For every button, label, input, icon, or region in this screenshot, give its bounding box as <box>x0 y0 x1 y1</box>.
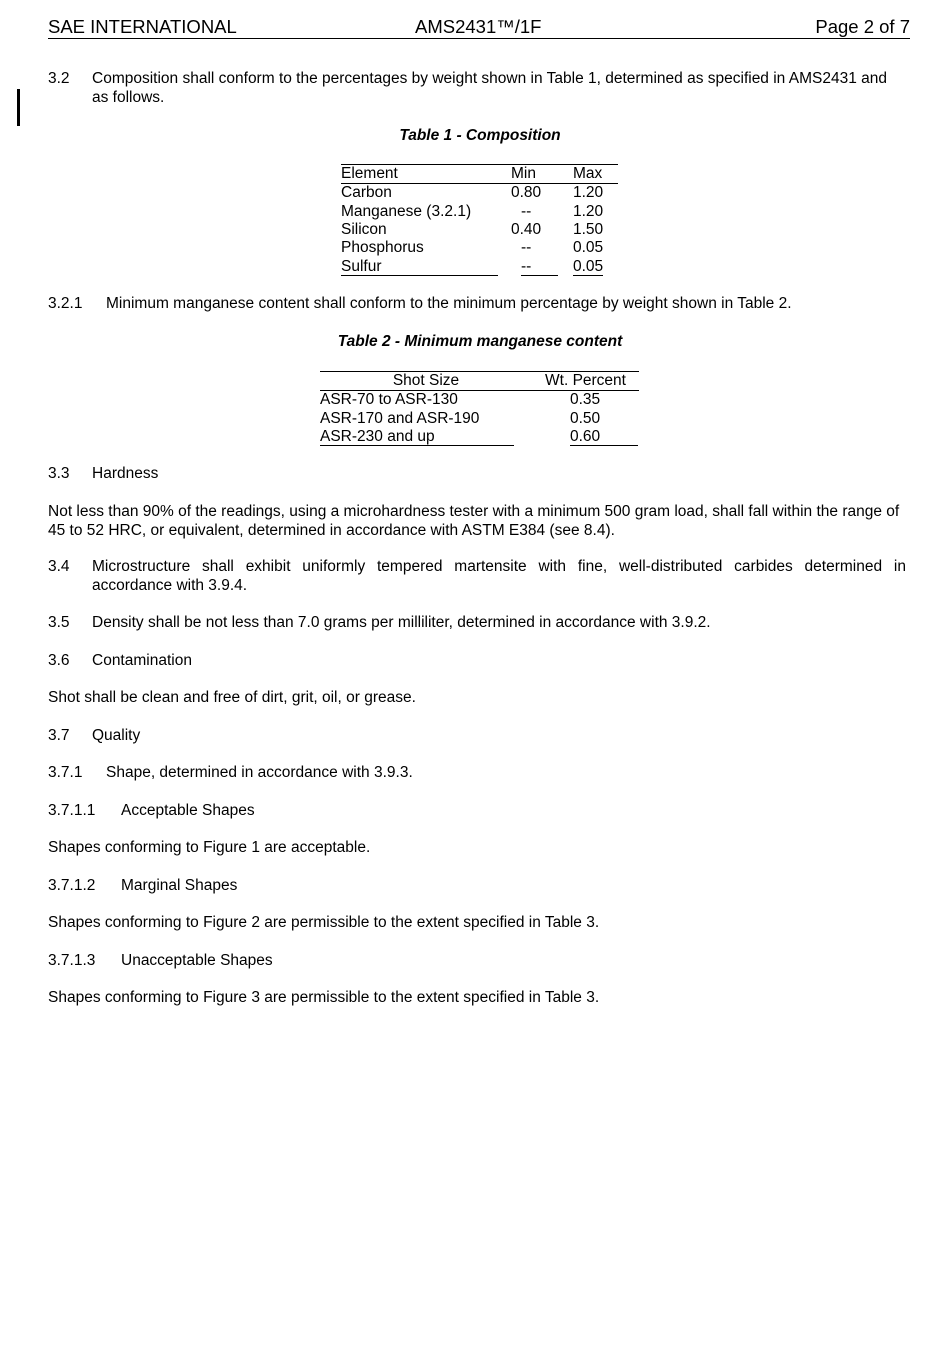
page-header <box>48 14 910 39</box>
section-number: 3.5 <box>48 614 70 631</box>
table2-caption: Table 2 - Minimum manganese content <box>337 333 623 350</box>
max-text: 0.05 <box>573 257 604 275</box>
composition-table <box>341 164 618 276</box>
table-row <box>341 257 618 275</box>
section-3-4 <box>48 558 906 595</box>
min-cell: -- <box>521 202 532 220</box>
max-cell <box>573 257 618 275</box>
element-cell: Manganese (3.2.1) <box>341 202 472 220</box>
section-number: 3.7 <box>48 727 70 744</box>
section-title: Acceptable Shapes <box>121 802 255 819</box>
table-row <box>341 221 618 239</box>
section-number: 3.2.1 <box>48 295 83 312</box>
section-3-6-text: Shot shall be clean and free of dirt, grit, oil, or grease. <box>48 689 416 706</box>
max-cell: 1.20 <box>573 184 604 202</box>
revision-change-bar <box>17 89 20 126</box>
table-row <box>320 410 639 428</box>
min-cell: 0.40 <box>511 221 542 239</box>
section-title: Contamination <box>92 652 192 669</box>
section-text: Composition shall conform to the percentages by weight shown in Table 1, determined as specified in AMS2431 and as follows. <box>92 70 887 106</box>
min-text: -- <box>521 259 558 276</box>
section-text: Density shall be not less than 7.0 grams per milliliter, determined in accordance with 3.9.2. <box>92 614 711 631</box>
section-3-3-heading <box>48 465 906 484</box>
min-cell <box>511 257 573 275</box>
header-page-number: Page 2 of 7 <box>815 16 910 37</box>
min-cell: 0.80 <box>511 184 542 202</box>
element-text: Sulfur <box>341 259 498 276</box>
element-cell: Phosphorus <box>341 239 424 257</box>
header-doc-number: AMS2431™/1F <box>415 16 542 37</box>
col-header-element: Element <box>341 165 511 184</box>
element-cell: Silicon <box>341 221 387 239</box>
section-3-7-1-3-heading <box>48 952 906 971</box>
section-3-7-heading <box>48 727 906 746</box>
table-header-row <box>341 165 618 184</box>
shot-size-cell <box>320 428 532 446</box>
section-text: Minimum manganese content shall conform to the minimum percentage by weight shown in Table 2. <box>106 295 792 312</box>
section-3-7-1-3-text: Shapes conforming to Figure 3 are permissible to the extent specified in Table 3. <box>48 989 600 1006</box>
section-3-2-1 <box>48 295 906 314</box>
min-cell: -- <box>521 239 532 257</box>
section-number: 3.4 <box>48 558 70 575</box>
table-row <box>341 203 618 221</box>
section-title: Quality <box>92 727 141 744</box>
max-cell: 1.20 <box>573 202 604 220</box>
section-3-7-1-2-text: Shapes conforming to Figure 2 are permissible to the extent specified in Table 3. <box>48 914 600 931</box>
section-3-7-1-1-heading <box>48 802 906 821</box>
shot-size-text: ASR-230 and up <box>320 429 514 446</box>
shot-size-cell: ASR-70 to ASR-130 <box>320 391 458 409</box>
section-title: Hardness <box>92 465 159 482</box>
section-title: Marginal Shapes <box>121 877 238 894</box>
table-row <box>341 184 618 203</box>
max-cell: 1.50 <box>573 221 604 239</box>
table-row <box>341 239 618 257</box>
table-header-row <box>320 372 639 391</box>
wt-percent-cell: 0.50 <box>570 409 601 427</box>
section-number: 3.2 <box>48 70 70 87</box>
section-3-3-text: Not less than 90% of the readings, using a microhardness tester with a minimum 500 gram load, shall fall within the range of 45 to 52 HRC, or equivalent, determined in accordance with ASTM E384 (see 8.4). <box>48 503 900 539</box>
section-3-6-heading <box>48 652 906 671</box>
section-title: Unacceptable Shapes <box>121 952 273 969</box>
wt-percent-text: 0.60 <box>570 429 638 446</box>
section-number: 3.6 <box>48 652 70 669</box>
col-header-max: Max <box>573 165 618 184</box>
section-3-7-1 <box>48 764 906 783</box>
manganese-table <box>320 371 639 446</box>
section-number: 3.7.1 <box>48 764 83 781</box>
table-row <box>320 428 639 446</box>
col-header-shot-size: Shot Size <box>320 372 532 391</box>
section-number: 3.3 <box>48 465 70 482</box>
element-cell: Carbon <box>341 184 392 202</box>
section-text: Microstructure shall exhibit uniformly tempered martensite with fine, well-distributed carbides determined in accordance with 3.9.4. <box>92 558 906 594</box>
section-3-7-1-1-text: Shapes conforming to Figure 1 are acceptable. <box>48 839 371 856</box>
section-3-2 <box>48 70 906 107</box>
section-number: 3.7.1.3 <box>48 952 96 969</box>
max-cell: 0.05 <box>573 239 604 257</box>
section-3-7-1-2-heading <box>48 877 906 896</box>
section-number: 3.7.1.2 <box>48 877 96 894</box>
section-text: Shape, determined in accordance with 3.9.3. <box>106 764 413 781</box>
col-header-min: Min <box>511 165 573 184</box>
header-org: SAE INTERNATIONAL <box>48 16 237 37</box>
element-cell <box>341 257 511 275</box>
section-number: 3.7.1.1 <box>48 802 96 819</box>
col-header-wt-percent: Wt. Percent <box>532 372 639 391</box>
wt-percent-cell: 0.35 <box>570 391 601 409</box>
shot-size-cell: ASR-170 and ASR-190 <box>320 409 480 427</box>
wt-percent-cell <box>532 428 639 446</box>
table-row <box>320 391 639 410</box>
section-3-5 <box>48 614 906 633</box>
table1-caption: Table 1 - Composition <box>399 127 561 144</box>
